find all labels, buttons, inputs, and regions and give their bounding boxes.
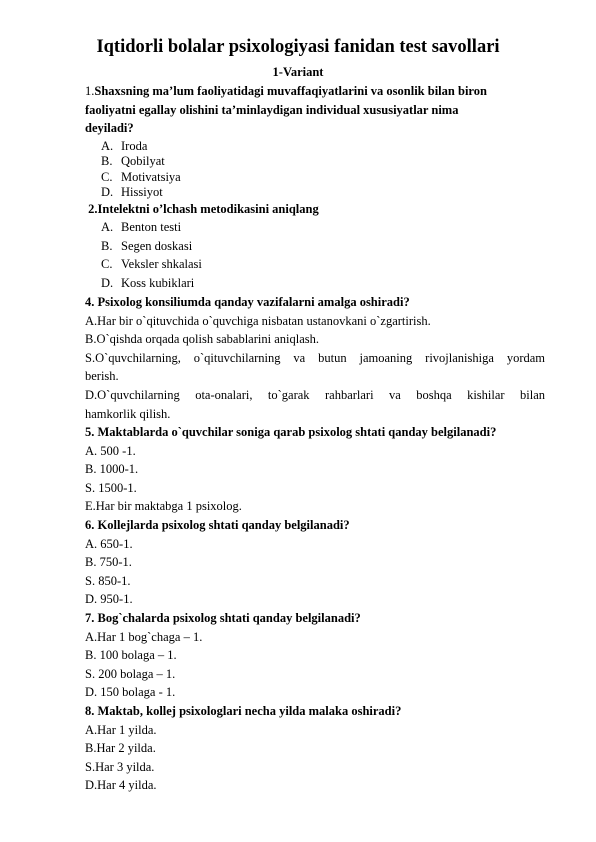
- question-5-text: 5. Maktablarda o`quvchilar soniga qarab psixolog shtati qanday belgilanadi?: [85, 425, 497, 439]
- answer-line: A. 500 -1.: [85, 443, 136, 458]
- option-d: D. Hissiyot: [101, 185, 163, 200]
- question-8-text: 8. Maktab, kollej psixologlari necha yilda malaka oshiradi?: [85, 704, 402, 718]
- question-1-line-3: deyiladi?: [85, 121, 134, 136]
- answer-line: E.Har bir maktabga 1 psixolog.: [85, 499, 242, 514]
- answer-line: D. 950-1.: [85, 592, 133, 607]
- question-2: [85, 200, 545, 219]
- question-2-options: [101, 218, 202, 292]
- question-6-text: 6. Kollejlarda psixolog shtati qanday belgilanadi?: [85, 518, 350, 532]
- answer-line: D. 150 bolaga - 1.: [85, 685, 176, 700]
- answer-line: hamkorlik qilish.: [85, 406, 171, 421]
- answer-line: S. 1500-1.: [85, 480, 137, 495]
- question-1-options: [101, 139, 181, 201]
- answer-line: A. 650-1.: [85, 536, 133, 551]
- question-1: [85, 82, 545, 138]
- answer-line: B.O`qishda orqada qolish sabablarini aniqlash.: [85, 332, 319, 347]
- question-1-line-2: faoliyatni egallay olishini ta’minlaydigan individual xususiyatlar nima: [85, 102, 459, 117]
- option-a: A. Iroda: [101, 139, 148, 153]
- answer-line: D.Har 4 yilda.: [85, 778, 157, 793]
- answer-line: B. 750-1.: [85, 555, 132, 570]
- option-a: A. Benton testi: [101, 220, 182, 234]
- question-7-text: 7. Bog`chalarda psixolog shtati qanday belgilanadi?: [85, 611, 361, 625]
- question-6: [85, 516, 545, 609]
- answer-line: A.Har 1 bog`chaga – 1.: [85, 629, 203, 644]
- answer-line: berish.: [85, 369, 119, 384]
- variant-label: 1-Variant: [272, 65, 324, 79]
- answer-line: D.O`quvchilarning ota-onalari, to`garak rahbarlari va boshqa kishilar bilan: [85, 387, 545, 402]
- question-4-text: 4. Psixolog konsiliumda qanday vazifalarni amalga oshiradi?: [85, 295, 410, 309]
- question-1-number: 1.: [85, 84, 95, 98]
- question-4: [85, 293, 545, 423]
- answer-line: S. 200 bolaga – 1.: [85, 666, 176, 681]
- question-5: [85, 423, 545, 516]
- question-1-line-1: 1.Shaxsning ma’lum faoliyatidagi muvaffaqiyatlarini va osonlik bilan biron: [85, 84, 487, 98]
- question-8: [85, 702, 545, 795]
- answer-line: A.Har bir o`qituvchida o`quvchiga nisbatan ustanovkani o`zgartirish.: [85, 313, 431, 328]
- answer-line: S.O`quvchilarning, o`qituvchilarning va butun jamoaning rivojlanishiga yordam: [85, 350, 545, 365]
- option-c: C. Motivatsiya: [101, 169, 181, 184]
- option-c: C. Veksler shkalasi: [101, 257, 202, 272]
- option-b: B. Qobilyat: [101, 154, 165, 169]
- answer-line: B. 100 bolaga – 1.: [85, 648, 177, 663]
- answer-line: B. 1000-1.: [85, 462, 139, 477]
- answer-line: S. 850-1.: [85, 573, 131, 588]
- answer-line: A.Har 1 yilda.: [85, 722, 157, 737]
- option-d: D. Koss kubiklari: [101, 275, 195, 290]
- page-title: Iqtidorli bolalar psixologiyasi fanidan test savollari: [96, 37, 500, 57]
- question-7: [85, 609, 545, 702]
- option-b: B. Segen doskasi: [101, 238, 193, 253]
- answer-line: B.Har 2 yilda.: [85, 741, 156, 756]
- question-2-text: 2.Intelektni o’lchash metodikasini aniqlang: [85, 202, 319, 216]
- answer-line: S.Har 3 yilda.: [85, 759, 155, 774]
